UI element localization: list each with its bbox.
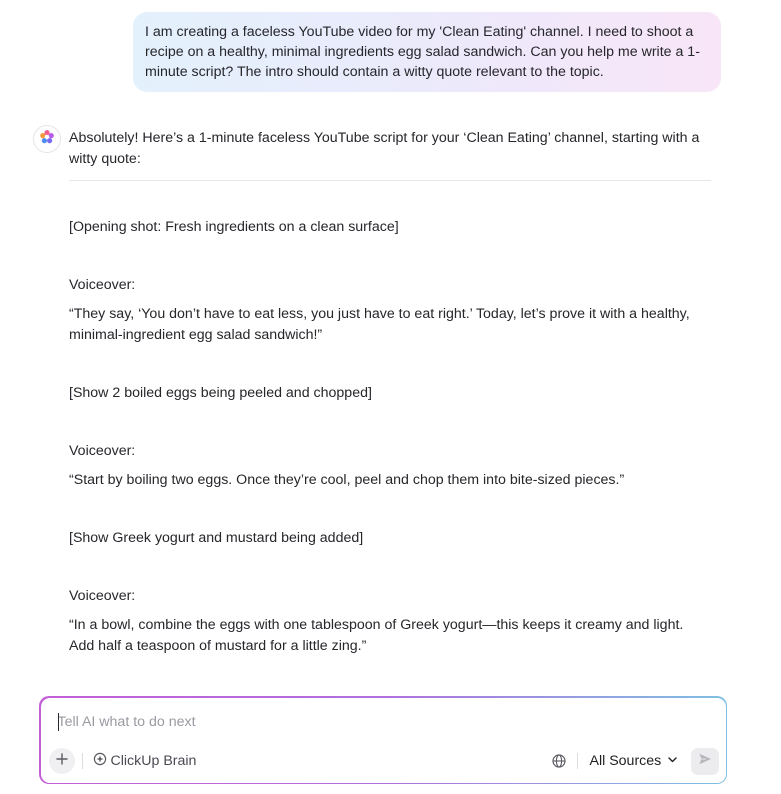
send-button[interactable] (691, 748, 719, 775)
sources-label: All Sources (589, 752, 662, 769)
script-line: [Opening shot: Fresh ingredients on a clean surface] (69, 219, 399, 235)
separator (577, 753, 578, 769)
ai-intro-text: Absolutely! Here’s a 1-minute faceless YouTube script for your ‘Clean Eating’ channel, starting with a witty quote: (69, 130, 700, 167)
script-line: [Show 2 boiled eggs being peeled and chopped] (69, 385, 372, 401)
globe-icon (551, 756, 567, 773)
script-line: [Show Greek yogurt and mustard being added] (69, 530, 364, 546)
composer (39, 696, 727, 784)
ai-response (69, 128, 711, 654)
sources-dropdown[interactable] (590, 750, 679, 772)
divider (69, 180, 711, 181)
ai-avatar (33, 125, 61, 153)
plus-icon (56, 752, 68, 770)
script-line: “They say, ‘You don’t have to eat less, you just have to eat right.’ Today, let’s prove it with a healthy, minimal-ingredient egg salad sandwich!” (69, 306, 690, 343)
send-icon (698, 752, 712, 771)
user-message-text: I am creating a faceless YouTube video for my 'Clean Eating' channel. I need to shoot a recipe on a healthy, minimal ingredients egg salad sandwich. Can you help me write a 1-minute script? The intro should contain a witty quote relevant to the topic. (145, 24, 700, 80)
user-message-bubble (133, 12, 721, 92)
composer-inner (41, 698, 726, 783)
script-line: “In a bowl, combine the eggs with one tablespoon of Greek yogurt—this keeps it creamy and light. Add half a teaspoon of mustard for a little zing.” (69, 617, 684, 654)
brain-icon (93, 752, 107, 770)
script-line: Voiceover: (69, 443, 136, 459)
clickup-brain-label: ClickUp Brain (110, 752, 197, 769)
separator (82, 753, 83, 769)
script-line: “Start by boiling two eggs. Once they’re cool, peel and chop them into bite-sized pieces.” (69, 472, 625, 488)
clickup-brain-logo-icon (39, 129, 55, 150)
script-line: Voiceover: (69, 277, 136, 293)
scroll-fade (0, 662, 781, 696)
script-line: Voiceover: (69, 588, 136, 604)
prompt-input[interactable] (58, 711, 658, 733)
clickup-brain-button[interactable] (93, 750, 197, 772)
text-caret (58, 713, 59, 731)
chevron-down-icon (667, 753, 678, 769)
web-search-button[interactable] (551, 753, 567, 769)
add-button[interactable] (49, 748, 75, 774)
